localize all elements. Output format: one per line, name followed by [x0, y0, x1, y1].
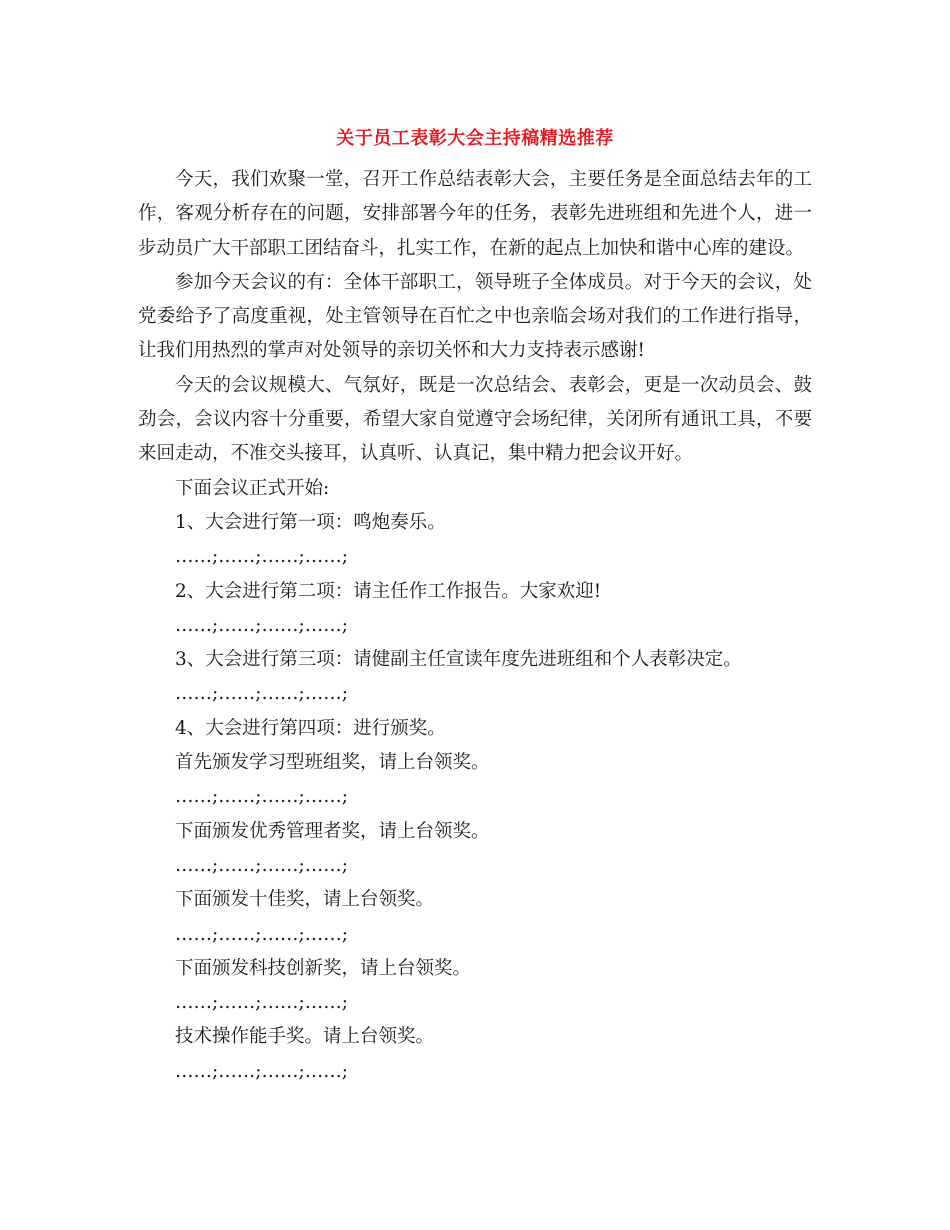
- ellipsis-placeholder: ……;……;……;……;: [175, 614, 348, 636]
- ellipsis-placeholder: ……;……;……;……;: [175, 992, 348, 1014]
- paragraph-meeting-rules: 今天的会议规模大、气氛好，既是一次总结会、表彰会，更是一次动员会、鼓劲会，会议内容十分重要，希望大家自觉遵守会场纪律，关闭所有通讯工具，不要来回走动，不准交头接耳，认真听、认真记，集中精力把会议开好。: [138, 374, 812, 465]
- award-top-ten: 下面颁发十佳奖，请上台领奖。: [175, 889, 435, 911]
- document-title: 关于员工表彰大会主持稿精选推荐: [336, 128, 614, 149]
- agenda-item-4: 4、大会进行第四项：进行颁奖。: [175, 717, 446, 739]
- ellipsis-placeholder: ……;……;……;……;: [175, 854, 348, 876]
- ellipsis-placeholder: ……;……;……;……;: [175, 923, 348, 945]
- award-tech-innovation: 下面颁发科技创新奖，请上台领奖。: [175, 957, 472, 979]
- ellipsis-placeholder: ……;……;……;……;: [175, 683, 348, 705]
- paragraph-opening: 今天，我们欢聚一堂，召开工作总结表彰大会，主要任务是全面总结去年的工作，客观分析存在的问题，安排部署今年的任务，表彰先进班组和先进个人，进一步动员广大干部职工团结奋斗，扎实工作，在新的起点上加快和谐中心库的建设。: [138, 169, 812, 259]
- ellipsis-placeholder: ……;……;……;……;: [175, 786, 348, 808]
- ellipsis-placeholder: ……;……;……;……;: [175, 546, 348, 568]
- agenda-item-3: 3、大会进行第三项：请健副主任宣读年度先进班组和个人表彰决定。: [175, 649, 742, 671]
- award-learning-team: 首先颁发学习型班组奖，请上台领奖。: [175, 752, 490, 774]
- award-technical-skill: 技术操作能手奖。请上台领奖。: [175, 1026, 435, 1048]
- document-body: [138, 163, 812, 1089]
- ellipsis-placeholder: ……;……;……;……;: [175, 1060, 348, 1082]
- agenda-item-1: 1、大会进行第一项：鸣炮奏乐。: [175, 511, 446, 533]
- paragraph-attendees: 参加今天会议的有：全体干部职工，领导班子全体成员。对于今天的会议，处党委给予了高度重视，处主管领导在百忙之中也亲临会场对我们的工作进行指导，让我们用热烈的掌声对处领导的亲切关怀和大力支持表示感谢!: [138, 271, 812, 362]
- meeting-start-line: 下面会议正式开始:: [175, 477, 330, 499]
- agenda-item-2: 2、大会进行第二项：请主任作工作报告。大家欢迎!: [175, 580, 602, 602]
- award-excellent-manager: 下面颁发优秀管理者奖，请上台领奖。: [175, 820, 490, 842]
